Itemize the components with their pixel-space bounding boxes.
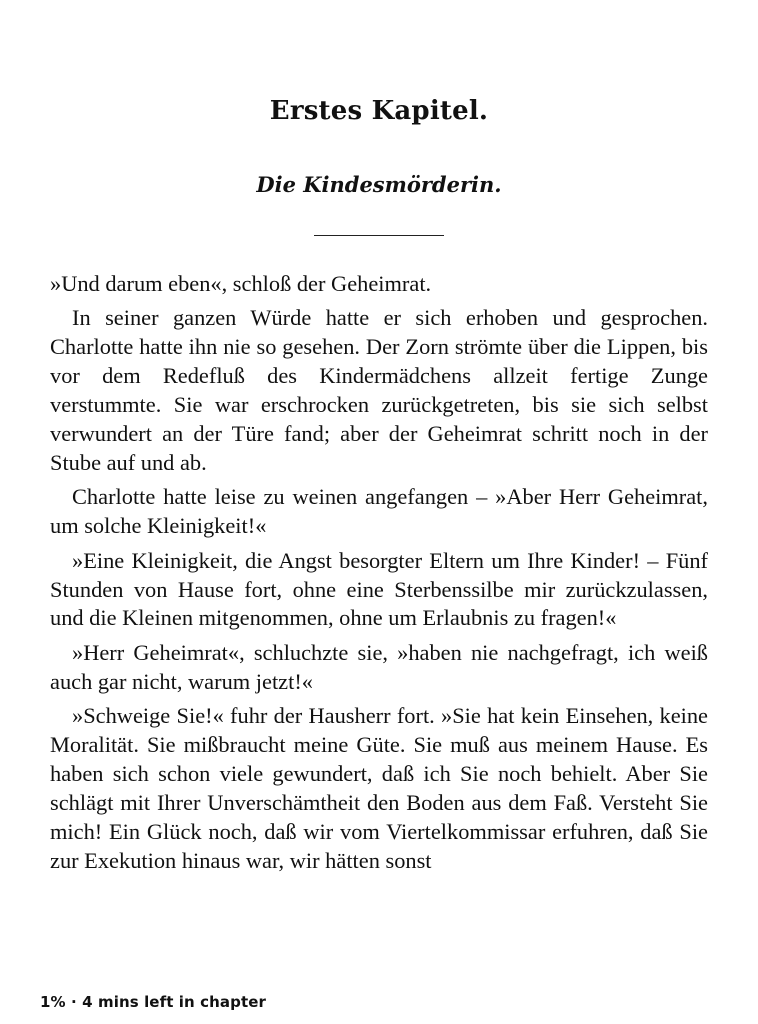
paragraph: Charlotte hatte leise zu weinen angefangen – »Aber Herr Geheimrat, um solche Kleinigkeit!« xyxy=(50,484,708,539)
reading-progress-status[interactable]: 1% · 4 mins left in chapter xyxy=(40,993,267,1011)
paragraph: »Schweige Sie!« fuhr der Hausherr fort. »Sie hat kein Einsehen, keine Moralität. Sie mißbraucht meine Güte. Sie muß aus meinem Hause. Es haben sich schon viele gewundert, daß ich Sie noch behielt. Aber Sie schlägt mit Ihrer Unverschämtheit den Boden aus dem Faß. Versteht Sie mich! Ein Glück noch, daß wir vom Viertelkommissar erfuhren, daß Sie zur Exekution hinaus war, wir hätten sonst xyxy=(50,703,708,873)
paragraph: »Herr Geheimrat«, schluchzte sie, »haben nie nachgefragt, ich weiß auch gar nicht, warum jetzt!« xyxy=(50,639,708,694)
paragraph: »Und darum eben«, schloß der Geheimrat. xyxy=(50,271,432,296)
chapter-title: Erstes Kapitel. xyxy=(269,96,489,126)
chapter-body xyxy=(50,270,708,881)
chapter-subtitle: Die Kindesmörderin. xyxy=(256,172,502,197)
paragraph: »Eine Kleinigkeit, die Angst besorgter Eltern um Ihre Kinder! – Fünf Stunden von Hause fort, ohne eine Sterbenssilbe mir zurückzulassen, und die Kleinen mitgenommen, ohne um Erlaubnis zu fragen!« xyxy=(50,547,708,631)
chapter-divider xyxy=(314,235,444,236)
paragraph: In seiner ganzen Würde hatte er sich erhoben und gesprochen. Charlotte hatte ihn nie so gesehen. Der Zorn strömte über die Lippen, bis vor dem Redefluß des Kindermädchens allzeit fertige Zunge verstummte. Sie war erschrocken zurückgetreten, bis sie sich selbst verwundert an der Türe fand; aber der Geheimrat schritt noch in der Stube auf und ab. xyxy=(50,305,708,475)
